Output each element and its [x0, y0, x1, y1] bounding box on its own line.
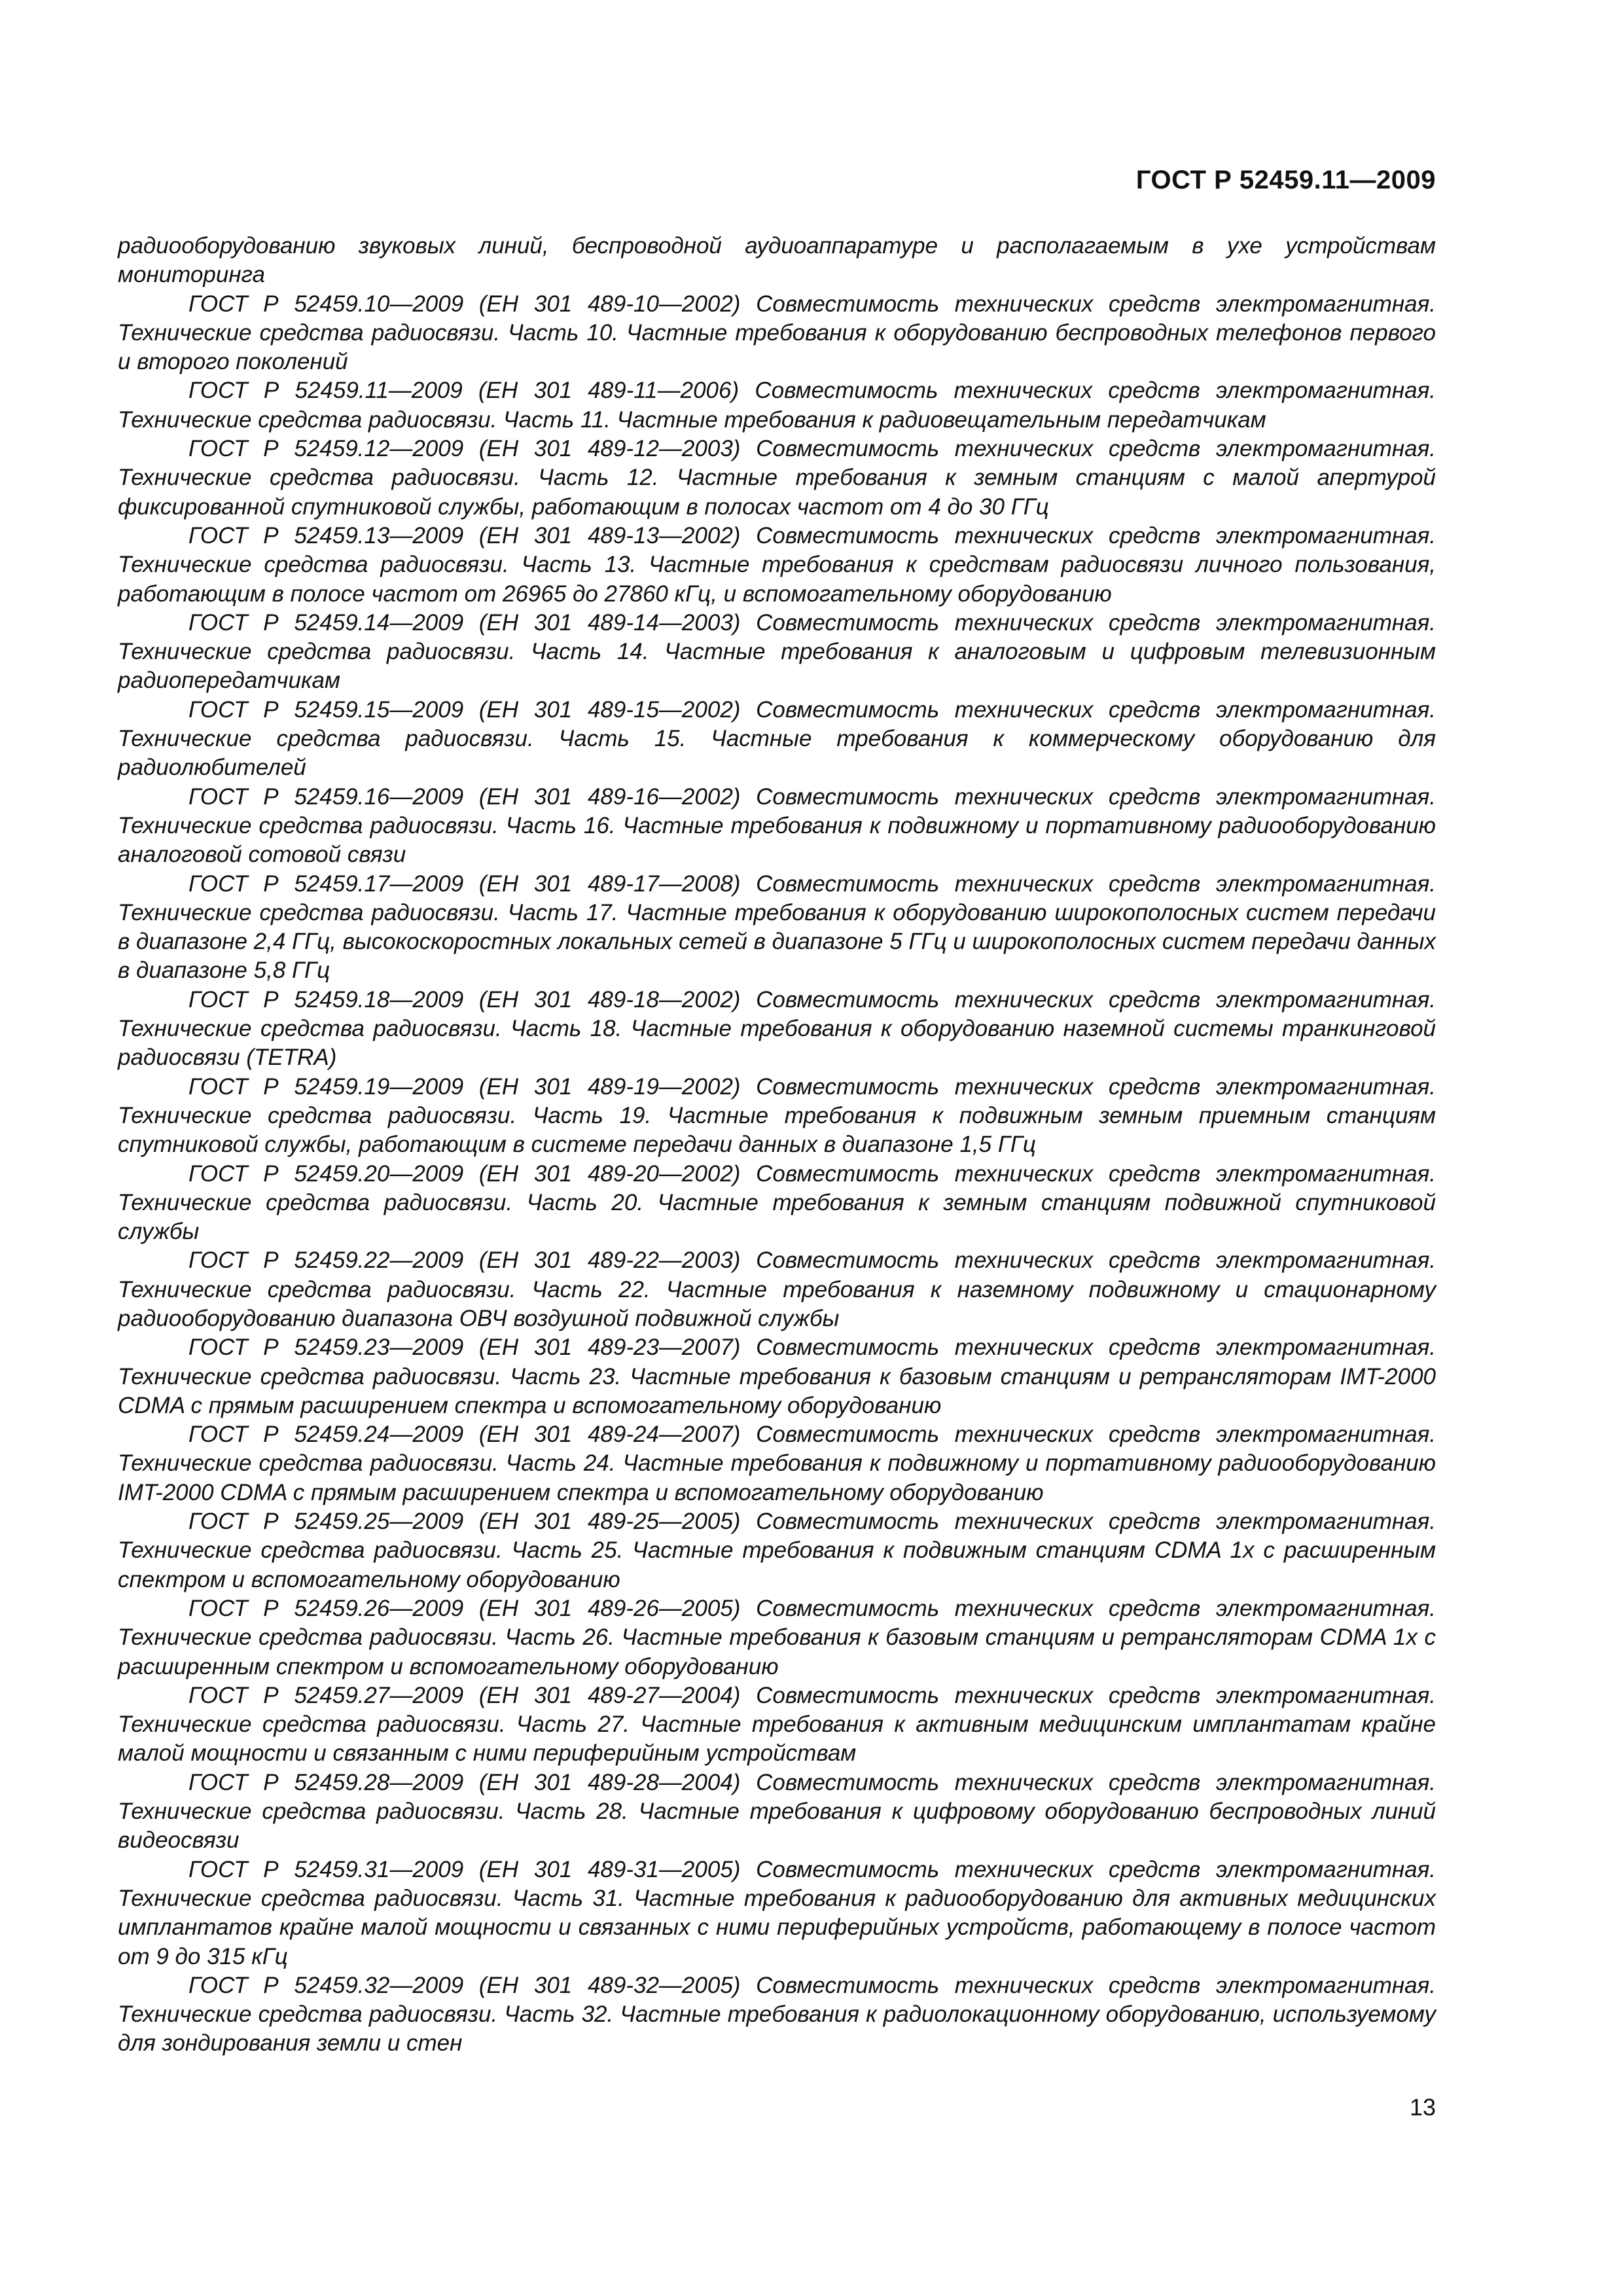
reference-paragraph: ГОСТ Р 52459.11—2009 (ЕН 301 489-11—2006) Совместимость технических средств электромагнитная. Технические средства радиосвязи. Часть 11. Частные требования к радиовещательным передатчикам [118, 378, 1436, 433]
reference-paragraph: ГОСТ Р 52459.13—2009 (ЕН 301 489-13—2002) Совместимость технических средств электромагнитная. Технические средства радиосвязи. Часть 13. Частные требования к средствам радиосвязи личного пользования, работающим в полосе частот от 26965 до 27860 кГц, и вспомогательному оборудованию [118, 522, 1436, 607]
references-list [118, 232, 1436, 2058]
reference-paragraph: ГОСТ Р 52459.18—2009 (ЕН 301 489-18—2002) Совместимость технических средств электромагнитная. Технические средства радиосвязи. Часть 18. Частные требования к оборудованию наземной системы транкинговой радиосвязи (TETRA) [118, 986, 1436, 1071]
reference-paragraph: ГОСТ Р 52459.26—2009 (ЕН 301 489-26—2005) Совместимость технических средств электромагнитная. Технические средства радиосвязи. Часть 26. Частные требования к базовым станциям и ретрансляторам CDMA 1x с расширенным спектром и вспомогательному оборудованию [118, 1595, 1436, 1679]
reference-paragraph: ГОСТ Р 52459.12—2009 (ЕН 301 489-12—2003) Совместимость технических средств электромагнитная. Технические средства радиосвязи. Часть 12. Частные требования к земным станциям с малой апертурой фиксированной спутниковой службы, работающим в полосах частот от 4 до 30 ГГц [118, 436, 1436, 520]
reference-paragraph: ГОСТ Р 52459.23—2009 (ЕН 301 489-23—2007) Совместимость технических средств электромагнитная. Технические средства радиосвязи. Часть 23. Частные требования к базовым станциям и ретрансляторам IMT-2000 CDMA с прямым расширением спектра и вспомогательному оборудованию [118, 1335, 1436, 1418]
reference-paragraph: ГОСТ Р 52459.22—2009 (ЕН 301 489-22—2003) Совместимость технических средств электромагнитная. Технические средства радиосвязи. Часть 22. Частные требования к наземному подвижному и стационарному радиооборудованию диапазона ОВЧ воздушной подвижной службы [118, 1247, 1436, 1331]
reference-paragraph: ГОСТ Р 52459.24—2009 (ЕН 301 489-24—2007) Совместимость технических средств электромагнитная. Технические средства радиосвязи. Часть 24. Частные требования к подвижному и портативному радиооборудованию IMT-2000 CDMA с прямым расширением спектра и вспомогательному оборудованию [118, 1422, 1436, 1505]
standard-code-header: ГОСТ Р 52459.11—2009 [1135, 166, 1436, 194]
reference-paragraph: ГОСТ Р 52459.17—2009 (ЕН 301 489-17—2008) Совместимость технических средств электромагнитная. Технические средства радиосвязи. Часть 17. Частные требования к оборудованию широкополосных систем передачи в диапазоне 2,4 ГГц, высокоскоростных локальных сетей в диапазоне 5 ГГц и широкополосных систем передачи данных в диапазоне 5,8 ГГц [118, 870, 1436, 984]
reference-paragraph: ГОСТ Р 52459.15—2009 (ЕН 301 489-15—2002) Совместимость технических средств электромагнитная. Технические средства радиосвязи. Часть 15. Частные требования к коммерческому оборудованию для радиолюбителей [118, 696, 1436, 781]
reference-paragraph: ГОСТ Р 52459.20—2009 (ЕН 301 489-20—2002) Совместимость технических средств электромагнитная. Технические средства радиосвязи. Часть 20. Частные требования к земным станциям подвижной спутниковой службы [118, 1160, 1436, 1245]
reference-paragraph: ГОСТ Р 52459.28—2009 (ЕН 301 489-28—2004) Совместимость технических средств электромагнитная. Технические средства радиосвязи. Часть 28. Частные требования к цифровому оборудованию беспроводных линий видеосвязи [118, 1769, 1436, 1854]
reference-paragraph: ГОСТ Р 52459.32—2009 (ЕН 301 489-32—2005) Совместимость технических средств электромагнитная. Технические средства радиосвязи. Часть 32. Частные требования к радиолокационному оборудованию, используемому для зондирования земли и стен [118, 1972, 1436, 2056]
reference-paragraph: ГОСТ Р 52459.16—2009 (ЕН 301 489-16—2002) Совместимость технических средств электромагнитная. Технические средства радиосвязи. Часть 16. Частные требования к подвижному и портативному радиооборудованию аналоговой сотовой связи [118, 783, 1436, 868]
reference-paragraph: ГОСТ Р 52459.31—2009 (ЕН 301 489-31—2005) Совместимость технических средств электромагнитная. Технические средства радиосвязи. Часть 31. Частные требования к радиооборудованию для активных медицинских имплантатов крайне малой мощности и связанных с ними периферийных устройств, работающему в полосе частот от 9 до 315 кГц [118, 1856, 1436, 1969]
reference-paragraph: ГОСТ Р 52459.19—2009 (ЕН 301 489-19—2002) Совместимость технических средств электромагнитная. Технические средства радиосвязи. Часть 19. Частные требования к подвижным земным приемным станциям спутниковой службы, работающим в системе передачи данных в диапазоне 1,5 ГГц [118, 1073, 1436, 1158]
reference-paragraph: ГОСТ Р 52459.10—2009 (ЕН 301 489-10—2002) Совместимость технических средств электромагнитная. Технические средства радиосвязи. Часть 10. Частные требования к оборудованию беспроводных телефонов первого и второго поколений [118, 291, 1436, 375]
reference-paragraph: радиооборудованию звуковых линий, беспроводной аудиоаппаратуре и располагаемым в ухе устройствам мониторинга [118, 233, 1436, 288]
page-number: 13 [1409, 2094, 1436, 2121]
reference-paragraph: ГОСТ Р 52459.25—2009 (ЕН 301 489-25—2005) Совместимость технических средств электромагнитная. Технические средства радиосвязи. Часть 25. Частные требования к подвижным станциям CDMA 1x с расширенным спектром и вспомогательному оборудованию [118, 1509, 1436, 1592]
reference-paragraph: ГОСТ Р 52459.14—2009 (ЕН 301 489-14—2003) Совместимость технических средств электромагнитная. Технические средства радиосвязи. Часть 14. Частные требования к аналоговым и цифровым телевизионным радиопередатчикам [118, 609, 1436, 694]
reference-paragraph: ГОСТ Р 52459.27—2009 (ЕН 301 489-27—2004) Совместимость технических средств электромагнитная. Технические средства радиосвязи. Часть 27. Частные требования к активным медицинским имплантатам крайне малой мощности и связанным с ними периферийным устройствам [118, 1682, 1436, 1767]
